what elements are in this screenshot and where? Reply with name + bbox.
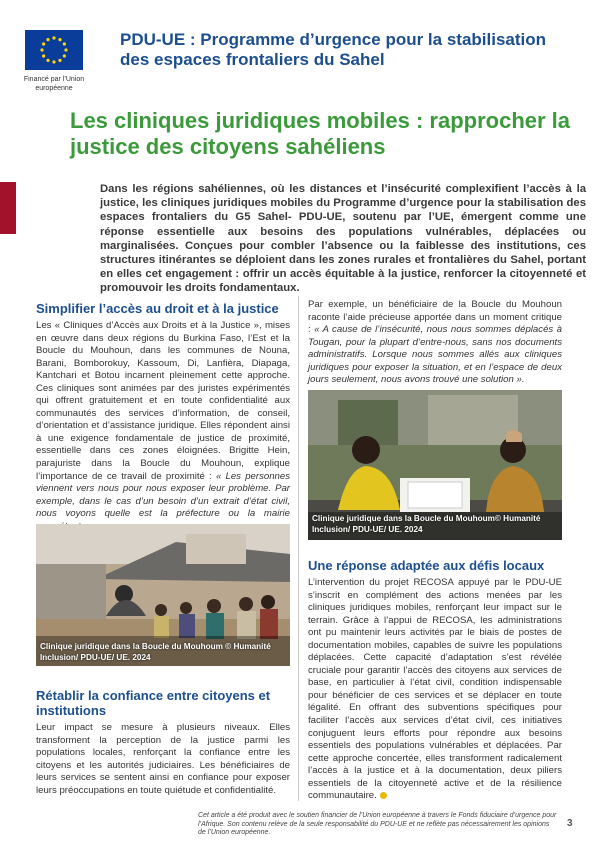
section-text: L’intervention du projet RECOSA appuyé par le PDU-UE s’inscrit en complément des actions menées par les cliniques juridiques mobiles, renforçant leur impact sur le terrain. Grâce à l’appui de RECOSA, les administrations ont pu maintenir leurs activités par le biais de postes de documentation mobiles, capables de suivre les populations déplacées. Cette capacité d’adaptation s’est révélée cruciale pour garantir l’accès des citoyens aux services de base, en particulier à l’état civil, condition indispensable pour bénéficier de ces services et se déplacer en toute légalité. En offrant des subventions spécifiques pour faciliter l’accès aux services d’état civil, ces initiatives conjuguent leurs efforts pour répondre aux besoins essentiels des populations vulnérables et déplacées. Par cette approche concertée, elles transforment radicalement l’accès à la justice et à la documentation, deux piliers essentiels de la citoyenneté active et de la résilience communautaire. <box>308 577 562 802</box>
eu-star-icon <box>63 54 66 57</box>
article-title: Les cliniques juridiques mobiles : rapprocher la justice des citoyens sahéliens <box>70 108 571 159</box>
section-body-local <box>308 577 562 803</box>
intro-paragraph: Dans les régions sahéliennes, où les distances et l’insécurité complexifient l’accès à la justice, les cliniques juridiques mobiles du Programme d’urgence pour la stabilisation des espaces frontaliers du G5 Sahel- PDU-UE, soutenu par l’UE, émergent comme une réponse essentielle aux besoins des populations vulnérables, déplacées ou marginalisées. Conçues pour combler l’absence ou la faiblesse des institutions, ces structures itinérantes se déploient dans les zones rurales et frontalières du Sahel, portant en elles cet engagement : offrir un accès équitable à la justice, renforcer la citoyenneté et promouvoir les droits fondamentaux. <box>100 183 586 295</box>
program-title: PDU-UE : Programme d’urgence pour la stabilisation des espaces frontaliers du Sahel <box>120 30 547 69</box>
eu-star-icon <box>64 48 67 51</box>
eu-star-icon <box>58 38 61 41</box>
eu-star-icon <box>42 42 45 45</box>
end-marker-dot <box>380 792 387 799</box>
eu-star-icon <box>58 59 61 62</box>
page-number: 3 <box>567 818 573 829</box>
eu-star-icon <box>40 48 43 51</box>
accent-bar <box>0 182 16 234</box>
section-body-access <box>36 320 290 533</box>
section-body-trust: Leur impact se mesure à plusieurs niveaux. Elles transforment la perception de la justice parmi les populations locales, renforçant la confiance entre les citoyens et les autorités judiciaires. Les bénéficiaires de leurs services se sentent ainsi en confiance pour exposer leurs préoccupations en toute quiétude et confidentialité. <box>36 722 290 796</box>
section-heading-trust: Rétablir la confiance entre citoyens et institutions <box>36 688 271 718</box>
eu-funding-caption: Financé par l’Union européenne <box>23 76 85 92</box>
photo-clinic-interview <box>308 390 562 540</box>
testimony-text: Par exemple, un bénéficiaire de la Boucle du Mouhoun raconte l’aide précieuse apportée dans un moment critique : <box>308 299 562 336</box>
photo-caption-left: Clinique juridique dans la Boucle du Mouhoum © Humanité Inclusion/ PDU-UE/ UE. 2024 <box>40 642 271 662</box>
photo-clinic-outdoor <box>36 524 290 666</box>
section-text: Les « Cliniques d’Accès aux Droits et à la Justice », mises en œuvre dans deux régions du Burkina Faso, l’Est et la Boucle du Mouhoun, dans les communes de Nouna, Barani, Bomborokuy, Kassoum, Di, Lanfièra, Diapaga, Kantchari et Botou incarnent pleinement cette approche. Ces cliniques sont animées par des juristes expérimentés qui offrent gratuitement et en toute confidentialité aux communautés des services d’information, de conseil, d’orientation et d’assistance juridique. Elles répondent ainsi à une exigence fondamentale de justice de proximité, essentielle dans ces zones éloignées. Brigitte Hein, parajuriste dans la Boucle du Mouhoun, explique l’importance de ce travail de proximité : <box>36 320 290 482</box>
eu-star-icon <box>63 42 66 45</box>
column-divider <box>298 296 299 801</box>
eu-star-icon <box>52 60 55 63</box>
quote-text: « Les personnes viennent vers nous pour nous exposer leur problème. Par exemple, dans le cas d’un besoin d’un extrait d’état civil, nous voyons quelle est la préfecture ou la mairie <box>36 470 291 520</box>
photo-caption-right: Clinique juridique dans la Boucle du Mouhoum© Humanité Inclusion/ PDU-UE/ UE. 2024 <box>312 514 541 534</box>
eu-flag-logo <box>25 30 83 70</box>
section-heading-local: Une réponse adaptée aux défis locaux <box>308 558 545 573</box>
testimony-quote: « A cause de l’insécurité, nous nous sommes déplacés à Tougan, pour la plupart d’entre-nous, sans nos documents administratifs. Lorsque nous sommes allés aux cliniques juridiques pour exposer la situation, et en l’espace de deux jours seulement, nous avons trouvé une solution ». <box>308 324 562 386</box>
testimony-paragraph <box>308 299 562 387</box>
eu-star-icon <box>52 36 55 39</box>
eu-star-icon <box>42 54 45 57</box>
section-heading-access: Simplifier l’accès au droit et à la justice <box>36 301 279 316</box>
eu-star-icon <box>46 59 49 62</box>
funding-disclaimer: Cet article a été produit avec le soutien financier de l’Union européenne à travers le Fonds fiduciaire d’urgence pour l’Afrique. Son contenu relève de la seule responsabilité du PDU-UE et ne reflète pas nécessairement les opinions de l’Union européenne. <box>198 812 557 836</box>
eu-star-icon <box>46 38 49 41</box>
